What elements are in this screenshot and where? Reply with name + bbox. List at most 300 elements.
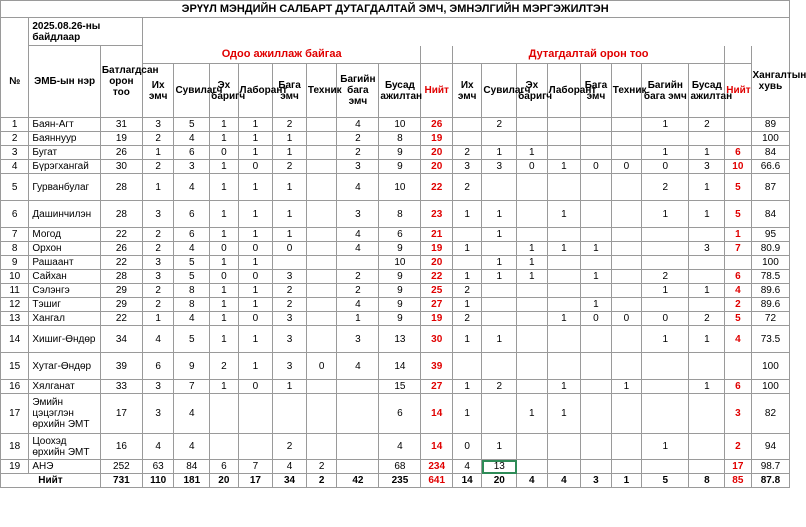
- totals-vacant-cell: 14: [452, 474, 481, 488]
- totals-current-cell: 17: [238, 474, 273, 488]
- vacant-cell: [642, 380, 689, 394]
- row-padding: [790, 353, 800, 380]
- vacant-cell: 2: [482, 118, 517, 132]
- vacant-cell: [611, 228, 641, 242]
- vacant-cell: 1: [642, 146, 689, 160]
- vacant-cell: 1: [452, 298, 481, 312]
- approved-count: 29: [100, 284, 142, 298]
- current-cell: 6: [174, 201, 210, 228]
- vacant-cell: [517, 228, 547, 242]
- current-total: 20: [421, 160, 453, 174]
- current-cell: 6: [142, 353, 174, 380]
- coverage-percent: 84: [751, 201, 790, 228]
- org-name: Хангал: [29, 312, 100, 326]
- org-name: Хутаг-Өндөр: [29, 353, 100, 380]
- approved-count: 28: [100, 270, 142, 284]
- approved-count: 39: [100, 353, 142, 380]
- vacant-cell: [581, 256, 611, 270]
- header-doctor: Их эмч: [142, 64, 174, 118]
- totals-vacant-cell: 4: [547, 474, 581, 488]
- current-cell: [337, 394, 379, 434]
- table-row: [1, 353, 800, 380]
- vacant-cell: [689, 353, 725, 380]
- vacant-cell: 1: [547, 380, 581, 394]
- vacant-cell: [517, 326, 547, 353]
- current-cell: 1: [210, 380, 238, 394]
- current-cell: 2: [337, 284, 379, 298]
- vacant-cell: [517, 284, 547, 298]
- vacant-cell: [611, 326, 641, 353]
- vacant-cell: 1: [452, 326, 481, 353]
- current-cell: 2: [210, 353, 238, 380]
- current-cell: 1: [238, 146, 273, 160]
- vacant-cell: [611, 270, 641, 284]
- header-jr-doctor: Багийн бага эмч: [337, 64, 379, 118]
- header-feldsher: Бага эмч: [273, 64, 307, 118]
- vacant-cell: [547, 298, 581, 312]
- row-number: 19: [1, 460, 29, 474]
- vacant-cell: 0: [611, 312, 641, 326]
- vacant-total: 6: [725, 270, 751, 284]
- row-number: 6: [1, 201, 29, 228]
- approved-count: 16: [100, 434, 142, 460]
- current-cell: 6: [210, 460, 238, 474]
- current-cell: 6: [379, 394, 421, 434]
- vacant-cell: 1: [689, 201, 725, 228]
- vacant-cell: [611, 298, 641, 312]
- current-cell: [306, 160, 336, 174]
- totals-vacant-cell: 1: [611, 474, 641, 488]
- current-cell: 1: [210, 312, 238, 326]
- vacant-cell: [642, 242, 689, 256]
- org-name: Сайхан: [29, 270, 100, 284]
- current-cell: 8: [379, 132, 421, 146]
- vacant-cell: [611, 394, 641, 434]
- current-cell: 1: [238, 256, 273, 270]
- vacant-cell: [611, 242, 641, 256]
- vacant-cell: [581, 460, 611, 474]
- vacant-cell: [517, 353, 547, 380]
- vacant-cell: 1: [611, 380, 641, 394]
- approved-count: 22: [100, 256, 142, 270]
- approved-count: 33: [100, 380, 142, 394]
- current-cell: 4: [337, 174, 379, 201]
- table-row: [1, 298, 800, 312]
- header-v-other: Бусад ажилтан: [689, 64, 725, 118]
- vacant-cell: [689, 256, 725, 270]
- vacant-cell: [689, 270, 725, 284]
- current-cell: 9: [379, 242, 421, 256]
- vacant-cell: 0: [642, 160, 689, 174]
- current-cell: 15: [379, 380, 421, 394]
- current-cell: 1: [238, 353, 273, 380]
- vacant-cell: 1: [517, 394, 547, 434]
- current-cell: 0: [210, 242, 238, 256]
- current-cell: [306, 284, 336, 298]
- table-row: [1, 160, 800, 174]
- vacant-cell: [517, 174, 547, 201]
- org-name: Бугат: [29, 146, 100, 160]
- header-v-doctor: Их эмч: [452, 64, 481, 118]
- current-cell: 9: [379, 284, 421, 298]
- current-cell: 1: [238, 326, 273, 353]
- current-cell: 0: [238, 312, 273, 326]
- row-padding: [790, 460, 800, 474]
- current-cell: 9: [379, 312, 421, 326]
- vacant-cell: 1: [482, 201, 517, 228]
- coverage-percent: 80.9: [751, 242, 790, 256]
- current-cell: 3: [273, 312, 307, 326]
- coverage-percent: 89: [751, 118, 790, 132]
- vacant-cell: [482, 312, 517, 326]
- vacant-cell: [611, 434, 641, 460]
- vacant-cell: [482, 174, 517, 201]
- totals-current-cell: 42: [337, 474, 379, 488]
- current-cell: 0: [238, 270, 273, 284]
- vacant-cell: [452, 228, 481, 242]
- table-row: [1, 284, 800, 298]
- coverage-percent: 98.7: [751, 460, 790, 474]
- vacant-total: 5: [725, 174, 751, 201]
- current-total: 23: [421, 201, 453, 228]
- current-cell: 1: [210, 118, 238, 132]
- totals-approved: 731: [100, 474, 142, 488]
- current-cell: 8: [379, 201, 421, 228]
- current-cell: 1: [142, 174, 174, 201]
- coverage-percent: 100: [751, 353, 790, 380]
- current-cell: 3: [142, 118, 174, 132]
- current-cell: 4: [142, 434, 174, 460]
- row-number: 8: [1, 242, 29, 256]
- current-cell: 10: [379, 256, 421, 270]
- totals-vacant-cell: 5: [642, 474, 689, 488]
- current-cell: [210, 394, 238, 434]
- row-padding: [790, 434, 800, 460]
- current-cell: 3: [142, 201, 174, 228]
- vacant-cell: 0: [452, 434, 481, 460]
- current-total: 22: [421, 174, 453, 201]
- vacant-cell: 1: [517, 146, 547, 160]
- header-nurse: Сувилагч: [174, 64, 210, 118]
- vacant-cell: [689, 460, 725, 474]
- vacant-cell: 1: [482, 146, 517, 160]
- approved-count: 19: [100, 132, 142, 146]
- vacant-cell: 2: [452, 284, 481, 298]
- vacant-cell: 1: [452, 380, 481, 394]
- vacant-cell: 1: [452, 394, 481, 434]
- vacant-cell: 1: [452, 270, 481, 284]
- vacant-cell: 3: [689, 242, 725, 256]
- vacant-cell: [517, 118, 547, 132]
- coverage-percent: 89.6: [751, 298, 790, 312]
- current-cell: 3: [142, 394, 174, 434]
- row-number: 15: [1, 353, 29, 380]
- current-cell: [306, 256, 336, 270]
- vacant-cell: 0: [642, 312, 689, 326]
- row-padding: [790, 298, 800, 312]
- current-cell: 1: [273, 174, 307, 201]
- vacant-cell: [689, 228, 725, 242]
- org-name: Рашаант: [29, 256, 100, 270]
- totals-current-total: 641: [421, 474, 453, 488]
- vacant-total: 4: [725, 284, 751, 298]
- org-name: Эмийн цэцэглэн өрхийн ЭМТ: [29, 394, 100, 434]
- table-row: [1, 242, 800, 256]
- vacant-cell: 1: [547, 201, 581, 228]
- vacant-cell: [547, 284, 581, 298]
- row-padding: [790, 160, 800, 174]
- current-cell: 1: [142, 146, 174, 160]
- vacant-cell: 3: [482, 160, 517, 174]
- vacant-cell: [611, 353, 641, 380]
- current-cell: 4: [337, 118, 379, 132]
- current-cell: 1: [273, 201, 307, 228]
- totals-vacant-cell: 20: [482, 474, 517, 488]
- vacant-total: 6: [725, 146, 751, 160]
- current-cell: 1: [273, 146, 307, 160]
- row-padding: [790, 380, 800, 394]
- vacant-cell: 0: [517, 160, 547, 174]
- row-number: 1: [1, 118, 29, 132]
- current-cell: 14: [379, 353, 421, 380]
- current-total: 21: [421, 228, 453, 242]
- current-cell: 4: [174, 242, 210, 256]
- coverage-percent: 89.6: [751, 284, 790, 298]
- current-cell: 5: [174, 326, 210, 353]
- current-cell: [273, 256, 307, 270]
- vacant-cell: 1: [452, 201, 481, 228]
- vacant-cell: [581, 284, 611, 298]
- current-cell: 2: [142, 132, 174, 146]
- current-cell: 84: [174, 460, 210, 474]
- vacant-cell: 1: [547, 242, 581, 256]
- vacant-cell: 3: [452, 160, 481, 174]
- current-total: 30: [421, 326, 453, 353]
- header-no: №: [1, 46, 29, 118]
- totals-vacant-cell: 4: [517, 474, 547, 488]
- vacant-cell: [611, 201, 641, 228]
- current-cell: 4: [174, 394, 210, 434]
- current-cell: [210, 434, 238, 460]
- vacant-cell: 1: [452, 242, 481, 256]
- table-row: [1, 394, 800, 434]
- current-cell: 2: [273, 434, 307, 460]
- vacant-cell: [482, 394, 517, 434]
- table-row: [1, 256, 800, 270]
- current-cell: [306, 242, 336, 256]
- current-cell: [273, 394, 307, 434]
- vacant-cell: 2: [452, 174, 481, 201]
- org-name: Тэшиг: [29, 298, 100, 312]
- current-cell: 2: [142, 160, 174, 174]
- current-cell: 1: [238, 132, 273, 146]
- vacant-cell: [689, 434, 725, 460]
- current-cell: 5: [174, 256, 210, 270]
- current-cell: 0: [238, 380, 273, 394]
- current-cell: 4: [174, 174, 210, 201]
- vacant-cell: 1: [689, 146, 725, 160]
- coverage-percent: 73.5: [751, 326, 790, 353]
- row-number: 11: [1, 284, 29, 298]
- vacant-cell: [581, 201, 611, 228]
- table-row: [1, 118, 800, 132]
- page-title: ЭРҮҮЛ МЭНДИЙН САЛБАРТ ДУТАГДАЛТАЙ ЭМЧ, ЭМНЭЛГИЙН МЭРГЭЖИЛТЭН: [1, 1, 790, 18]
- approved-count: 17: [100, 394, 142, 434]
- current-cell: 2: [142, 298, 174, 312]
- row-padding: [790, 118, 800, 132]
- vacant-cell: [611, 256, 641, 270]
- org-name: Могод: [29, 228, 100, 242]
- row-padding: [790, 326, 800, 353]
- vacant-cell: 1: [642, 118, 689, 132]
- vacant-cell: 1: [642, 326, 689, 353]
- vacant-cell: 1: [482, 434, 517, 460]
- vacant-cell: [452, 353, 481, 380]
- section-current: Одоо ажиллаж байгаа: [142, 46, 421, 64]
- approved-count: 34: [100, 326, 142, 353]
- coverage-percent: 84: [751, 146, 790, 160]
- org-name: Баян-Агт: [29, 118, 100, 132]
- vacant-cell: [642, 298, 689, 312]
- current-cell: 3: [337, 201, 379, 228]
- current-cell: 2: [142, 284, 174, 298]
- row-number: 9: [1, 256, 29, 270]
- current-cell: 1: [238, 298, 273, 312]
- vacant-cell: 1: [642, 434, 689, 460]
- current-cell: [306, 434, 336, 460]
- approved-count: 26: [100, 146, 142, 160]
- vacant-total: 5: [725, 201, 751, 228]
- current-cell: 4: [142, 326, 174, 353]
- coverage-percent: 100: [751, 132, 790, 146]
- vacant-cell: 2: [452, 312, 481, 326]
- vacant-cell: 0: [611, 160, 641, 174]
- vacant-cell: 0: [581, 160, 611, 174]
- totals-current-cell: 34: [273, 474, 307, 488]
- current-cell: 9: [379, 160, 421, 174]
- vacant-cell: [547, 353, 581, 380]
- vacant-cell: 2: [482, 380, 517, 394]
- current-cell: 4: [174, 312, 210, 326]
- current-cell: 4: [337, 228, 379, 242]
- approved-count: 31: [100, 118, 142, 132]
- selected-cell[interactable]: 13: [482, 460, 517, 474]
- totals-vacant-cell: 8: [689, 474, 725, 488]
- vacant-cell: 1: [642, 201, 689, 228]
- vacant-cell: [547, 434, 581, 460]
- current-cell: 2: [273, 298, 307, 312]
- vacant-cell: [547, 132, 581, 146]
- header-v-pharm: Эх баригч: [517, 64, 547, 118]
- current-cell: 68: [379, 460, 421, 474]
- row-number: 17: [1, 394, 29, 434]
- totals-coverage: 87.8: [751, 474, 790, 488]
- org-name: Дашинчилэн: [29, 201, 100, 228]
- vacant-cell: [547, 256, 581, 270]
- vacant-cell: [547, 146, 581, 160]
- vacant-cell: 1: [482, 326, 517, 353]
- current-cell: 4: [174, 434, 210, 460]
- row-padding: [790, 132, 800, 146]
- vacant-cell: [452, 256, 481, 270]
- org-name: Цоохэд өрхийн ЭМТ: [29, 434, 100, 460]
- vacant-cell: [482, 132, 517, 146]
- row-number: 7: [1, 228, 29, 242]
- current-cell: 3: [273, 326, 307, 353]
- coverage-percent: 95: [751, 228, 790, 242]
- current-cell: [337, 434, 379, 460]
- coverage-percent: 66.6: [751, 160, 790, 174]
- row-padding: [790, 228, 800, 242]
- vacant-cell: [611, 460, 641, 474]
- header-coverage: Хангалтын хувь: [751, 46, 790, 118]
- vacant-cell: 2: [689, 312, 725, 326]
- vacant-cell: [517, 312, 547, 326]
- current-cell: [306, 174, 336, 201]
- org-name: Бүрэгхангай: [29, 160, 100, 174]
- vacant-cell: [482, 298, 517, 312]
- vacant-total: [725, 353, 751, 380]
- vacant-cell: [547, 270, 581, 284]
- vacant-cell: 1: [581, 298, 611, 312]
- vacant-cell: [642, 394, 689, 434]
- vacant-cell: [547, 460, 581, 474]
- vacant-total: [725, 118, 751, 132]
- vacant-cell: [581, 326, 611, 353]
- current-cell: [306, 146, 336, 160]
- org-name: Хишиг-Өндөр: [29, 326, 100, 353]
- row-number: 3: [1, 146, 29, 160]
- current-cell: [306, 132, 336, 146]
- header-pharm: Эх баригч: [210, 64, 238, 118]
- vacant-cell: [581, 146, 611, 160]
- row-number: 16: [1, 380, 29, 394]
- vacant-cell: [611, 132, 641, 146]
- vacant-cell: 1: [689, 174, 725, 201]
- current-cell: 1: [273, 132, 307, 146]
- vacant-total: 1: [725, 228, 751, 242]
- current-cell: 5: [174, 118, 210, 132]
- totals-row: [1, 474, 800, 488]
- row-number: 4: [1, 160, 29, 174]
- vacant-cell: 0: [581, 312, 611, 326]
- current-cell: 4: [337, 298, 379, 312]
- row-padding: [790, 394, 800, 434]
- row-padding: [790, 270, 800, 284]
- vacant-cell: [482, 353, 517, 380]
- approved-count: 30: [100, 160, 142, 174]
- vacant-cell: 1: [689, 284, 725, 298]
- vacant-cell: 1: [581, 242, 611, 256]
- org-name: Гурванбулаг: [29, 174, 100, 201]
- vacant-cell: [517, 380, 547, 394]
- org-name: АНЭ: [29, 460, 100, 474]
- row-padding: [790, 174, 800, 201]
- current-cell: [306, 270, 336, 284]
- header-v-lab: Лаборант: [547, 64, 581, 118]
- header-v-jr-doctor: Багийн бага эмч: [642, 64, 689, 118]
- coverage-percent: 82: [751, 394, 790, 434]
- date-label: 2025.08.26-ны байдлаар: [29, 18, 143, 46]
- current-cell: 1: [238, 284, 273, 298]
- current-cell: 1: [210, 298, 238, 312]
- vacant-cell: [517, 132, 547, 146]
- table-row: [1, 228, 800, 242]
- current-cell: 0: [210, 270, 238, 284]
- vacant-cell: [689, 132, 725, 146]
- current-cell: 2: [306, 460, 336, 474]
- vacant-cell: [452, 118, 481, 132]
